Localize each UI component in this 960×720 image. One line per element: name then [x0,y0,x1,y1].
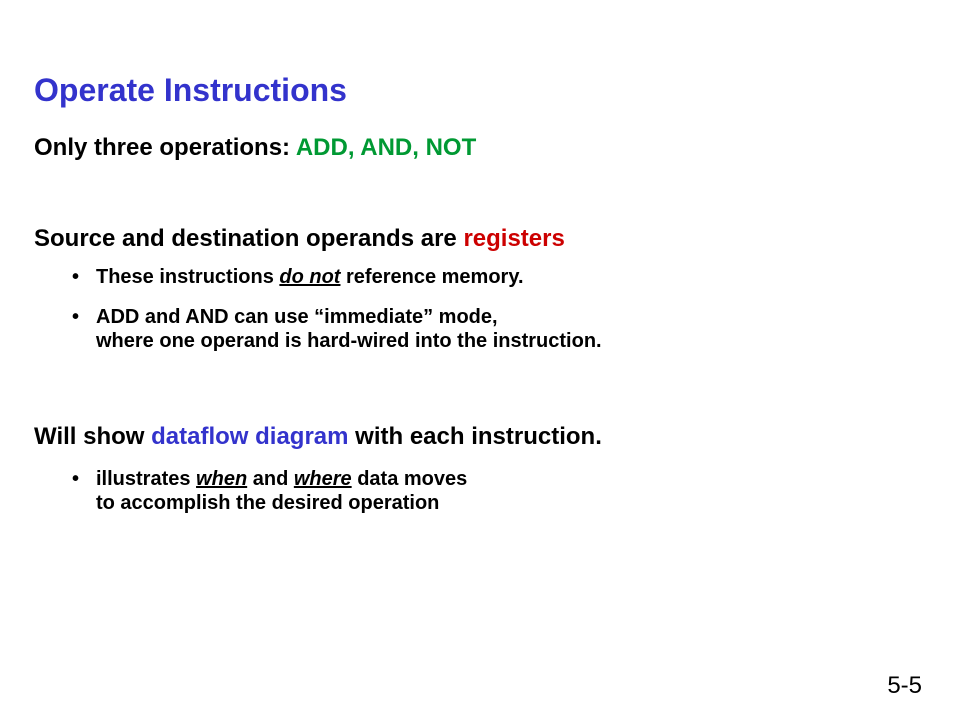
page-number: 5-5 [887,672,922,699]
operations-prefix: Only three operations: [34,134,296,161]
operations-list: ADD, AND, NOT [295,134,477,161]
bullet3-line1 [96,467,467,491]
bullet3-text-a: illustrates [96,468,197,490]
bullet-immediate-mode [72,305,602,353]
operations-line [34,134,476,162]
operands-line [34,225,565,253]
dataflow-line [34,423,602,451]
bullet3-where: where [293,468,352,490]
bullet3-text-c: data moves [351,468,468,490]
bullet-dot: • [72,266,80,288]
bullet1-text-b: reference memory. [340,266,524,288]
bullet-illustrates [72,467,467,515]
bullet2-line2: where one operand is hard-wired into the instruction. [96,330,602,352]
bullet-no-memory [72,265,524,289]
bullet-dot: • [72,306,80,328]
bullet3-line2: to accomplish the desired operation [96,492,440,514]
bullet-dot: • [72,468,80,490]
bullet-text [72,265,524,289]
bullet-text [72,467,467,515]
bullet3-text-b: and [247,468,294,490]
bullet3-when: when [196,468,248,490]
dataflow-prefix: Will show [34,423,152,450]
dataflow-suffix: with each instruction. [348,423,602,450]
slide-title: Operate Instructions [34,72,347,108]
bullet2-line1: ADD and AND can use “immediate” mode, [96,306,498,328]
operands-prefix: Source and destination operands are [34,225,464,252]
bullet1-text-a: These instructions [96,266,280,288]
bullet-text [72,305,602,353]
bullet1-emphasis: do not [279,266,341,288]
operands-emphasis: registers [463,225,565,252]
dataflow-emphasis: dataflow diagram [151,423,349,450]
